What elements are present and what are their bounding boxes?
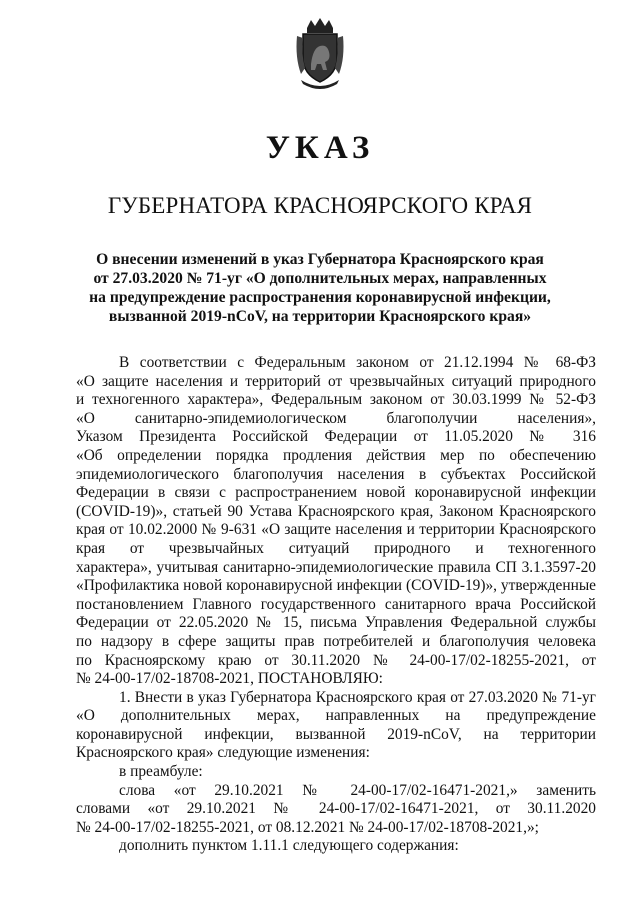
body-line: в преамбуле: (119, 763, 203, 781)
body-line: словами «от 29.10.2021 № 24-00-17/02-16471-2021, от 30.11.2020 (76, 800, 596, 818)
body-line: Федерации от 22.05.2020 № 15, письма Управления Федеральной службы (76, 614, 596, 632)
body-line: Красноярского края» следующие изменения: (76, 744, 370, 762)
body-line: В соответствии с Федеральным законом от 21.12.1994 № 68-ФЗ (119, 354, 596, 371)
subject-heading (60, 250, 580, 326)
body-line: по Красноярскому краю от 30.11.2020 № 24-00-17/02-18255-2021, от (76, 651, 596, 669)
body-line: по надзору в сфере защиты прав потребителей и благополучия человека (76, 632, 596, 650)
body-line: «Об определении порядка продления действия мер по обеспечению (76, 446, 596, 464)
body-line: края от 10.02.2000 № 9-631 «О защите населения и территории Красноярского (76, 521, 596, 539)
subject-line: от 27.03.2020 № 71-уг «О дополнительных мерах, направленных (93, 270, 547, 287)
body-line: Указом Президента Российской Федерации от 11.05.2020 № 316 (76, 428, 596, 446)
body-line: «О защите населения и территорий от чрезвычайных ситуаций природного (76, 372, 596, 390)
issuer-heading: ГУБЕРНАТОРА КРАСНОЯРСКОГО КРАЯ (107, 193, 533, 218)
body-line: № 24-00-17/02-18255-2021, от 08.12.2021 № 24-00-17/02-18708-2021,»; (76, 818, 539, 836)
body-line: (COVID-19)», статьей 90 Устава Красноярского края, Законом Красноярского (76, 502, 596, 520)
body-line: и техногенного характера», Федеральным законом от 30.03.1999 № 52-ФЗ (76, 391, 596, 409)
body-line: Федерации в связи с распространением новой коронавирусной инфекции (76, 484, 596, 502)
body-line: дополнить пунктом 1.11.1 следующего содержания: (119, 837, 459, 855)
body-line: характера», учитывая санитарно-эпидемиологические правила СП 3.1.3597-20 (76, 558, 596, 576)
subject-line: на предупреждение распространения коронавирусной инфекции, (89, 289, 551, 306)
body-line: № 24-00-17/02-18708-2021, ПОСТАНОВЛЯЮ: (76, 670, 383, 688)
coat-of-arms-icon (293, 18, 347, 90)
body-line: эпидемиологического благополучия населения в субъектах Российской (76, 465, 596, 483)
body-line: «О санитарно-эпидемиологическом благополучии населения», (76, 409, 596, 427)
body-line: края от чрезвычайных ситуаций природного и техногенного (76, 539, 596, 557)
subject-line: О внесении изменений в указ Губернатора Красноярского края (96, 251, 544, 268)
document-title: УКАЗ (265, 130, 375, 166)
document-body (76, 354, 596, 856)
subject-line: вызванной 2019-nCoV, на территории Красноярского края» (108, 308, 532, 325)
body-line: постановлением Главного государственного санитарного врача Российской (76, 595, 596, 613)
body-line: коронавирусной инфекции, вызванной 2019-nCoV, на территории (76, 725, 596, 743)
body-line: 1. Внести в указ Губернатора Красноярского края от 27.03.2020 № 71-уг (119, 688, 596, 706)
body-line: «О дополнительных мерах, направленных на предупреждение (76, 707, 596, 725)
body-line: слова «от 29.10.2021 № 24-00-17/02-16471-2021,» заменить (119, 781, 596, 799)
body-line: «Профилактика новой коронавирусной инфекции (COVID-19)», утвержденные (76, 577, 596, 595)
